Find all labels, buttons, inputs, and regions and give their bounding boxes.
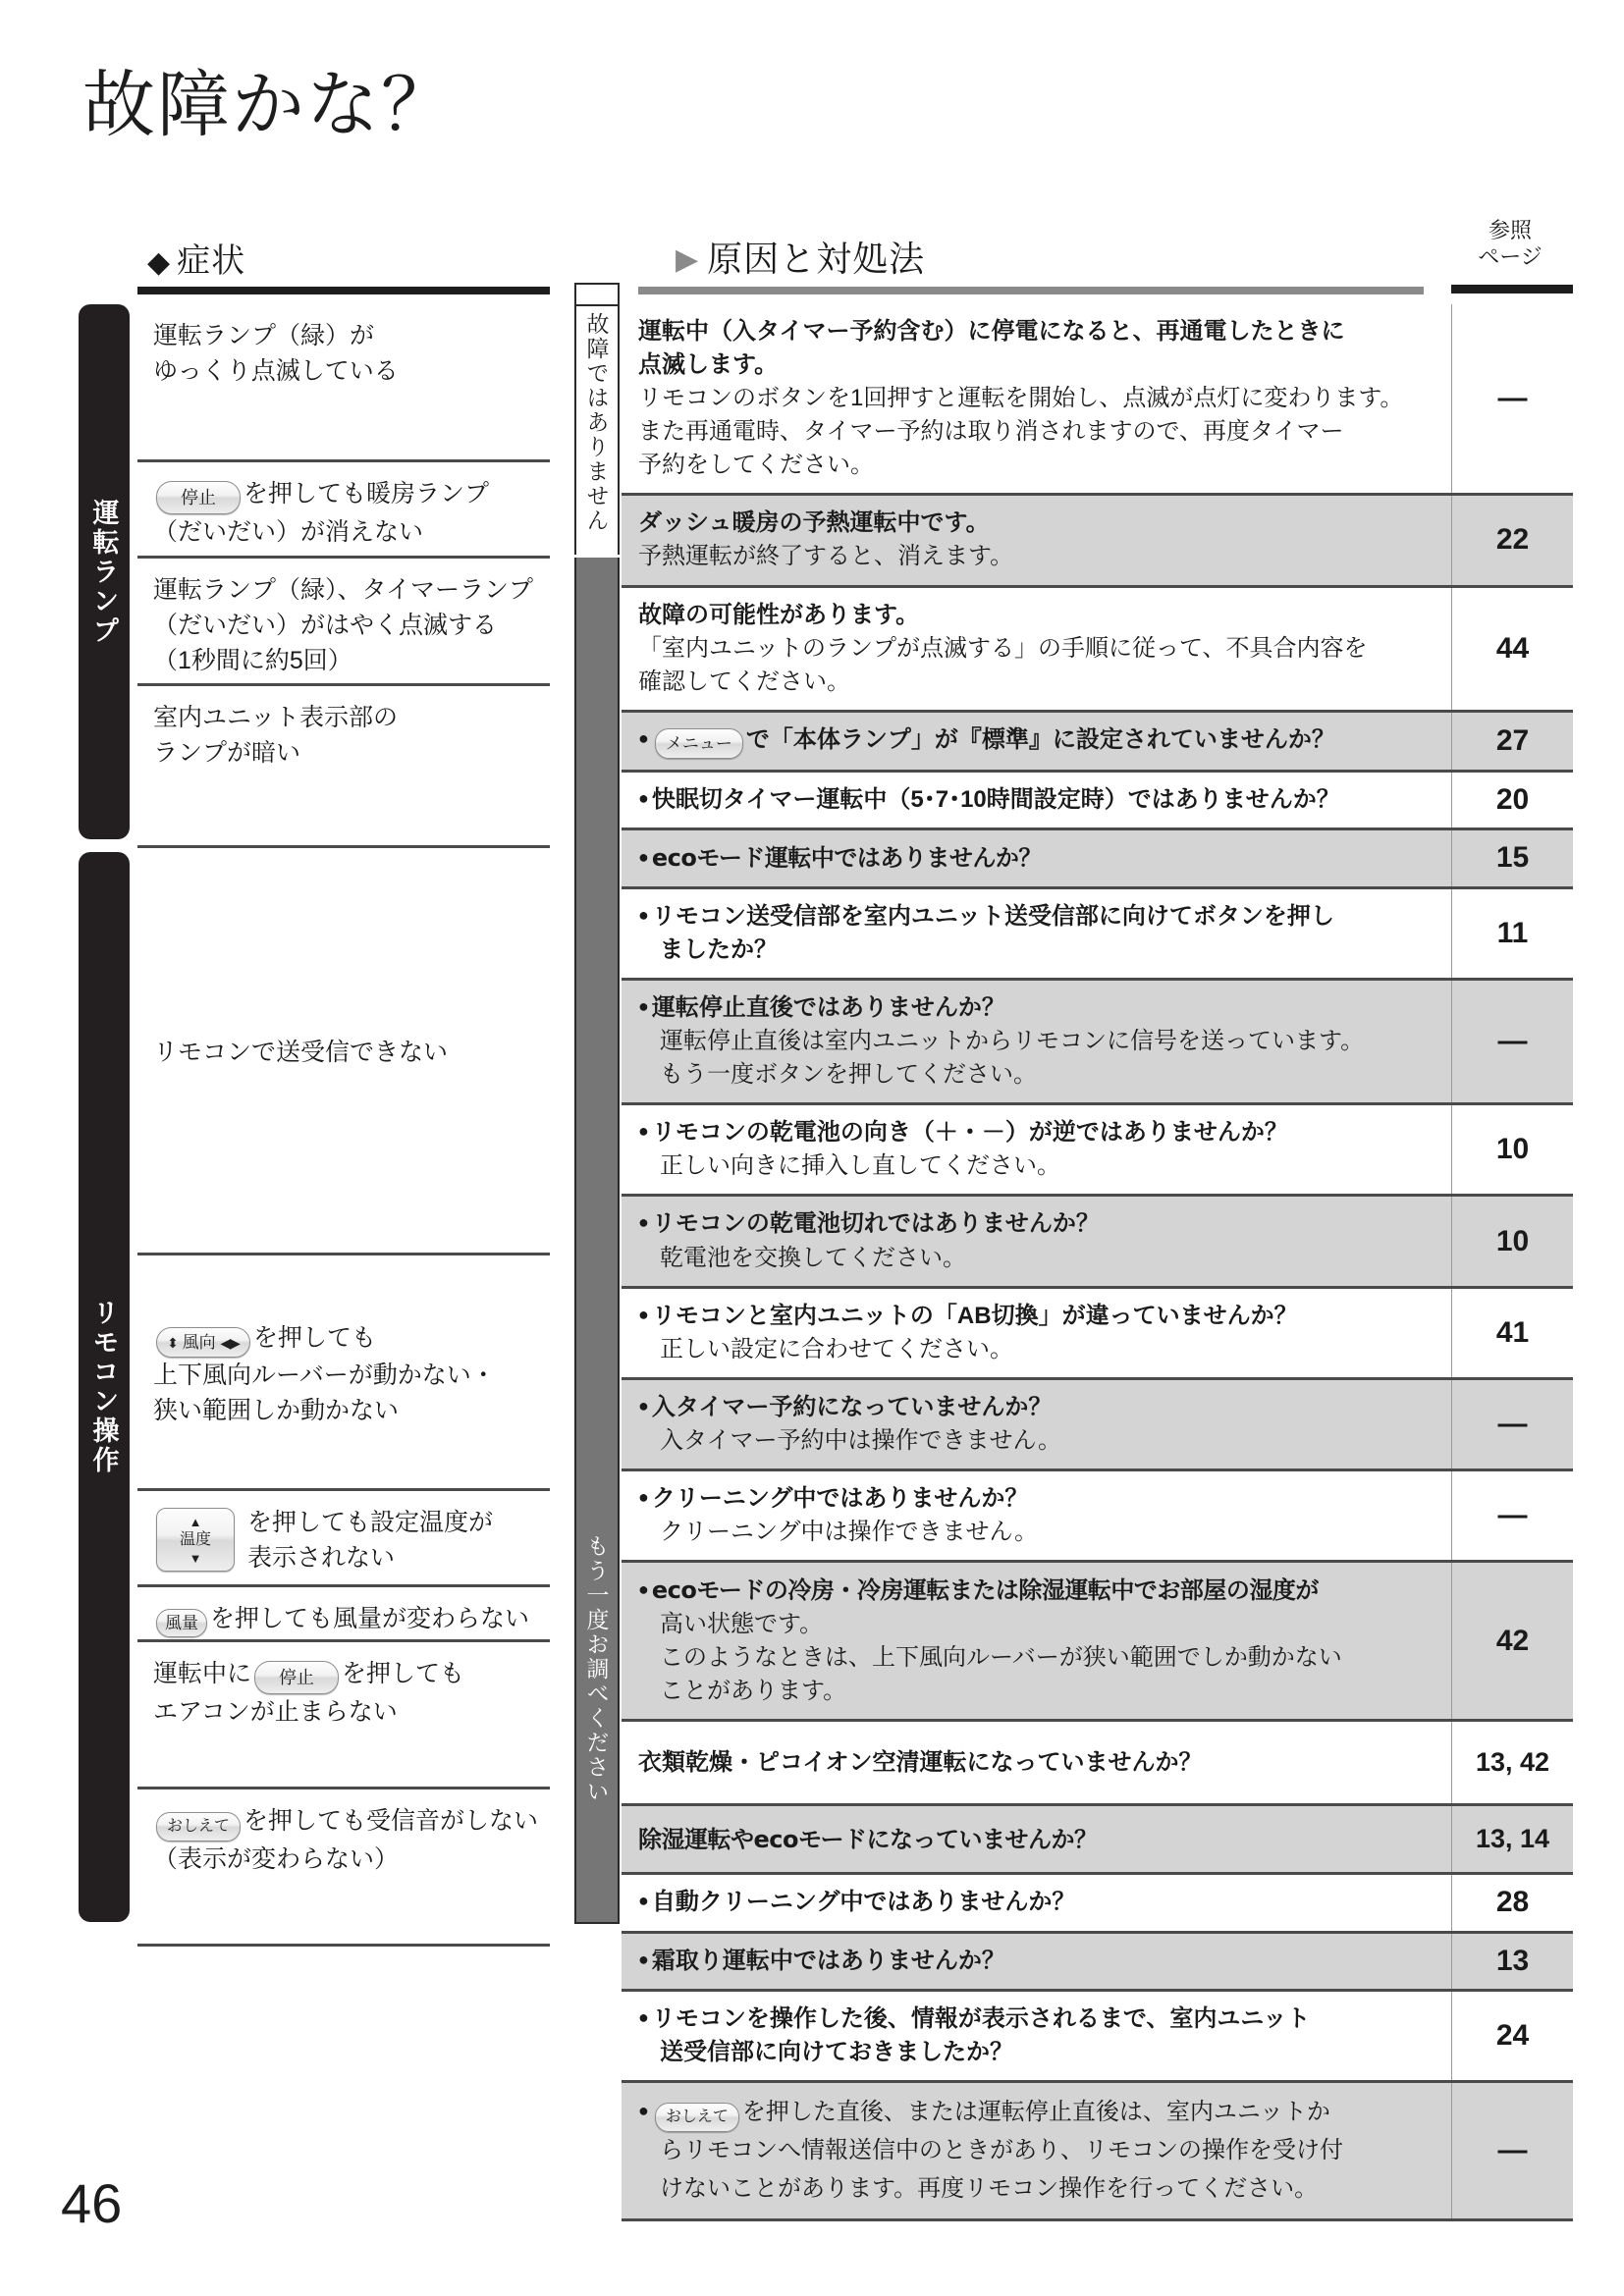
table-row (622, 1560, 1573, 1719)
bullet-icon: ● (638, 2100, 649, 2120)
menu-button-glyph[interactable]: メニュー (655, 728, 743, 759)
cause-text (622, 304, 1451, 493)
cause-line: リモコンの乾電池の向き（＋・－）が逆ではありませんか？ (651, 1119, 1288, 1147)
cause-line: もう一度ボタンを押してください。 (660, 1061, 1037, 1089)
table-row (622, 770, 1573, 828)
cause-line: らリモコンへ情報送信中のときがあり、リモコンの操作を受け付 (660, 2136, 1343, 2163)
symptom-cell (137, 1253, 550, 1488)
cause-line: 正しい設定に合わせてください。 (660, 1335, 1013, 1362)
cause-line: ましたか？ (660, 936, 778, 964)
table-row (622, 886, 1573, 978)
cause-line: クリーニング中ではありませんか？ (651, 1484, 1029, 1512)
symptom-line (153, 476, 544, 514)
reference-page: 13, 42 (1451, 1722, 1573, 1803)
table-row (622, 304, 1573, 493)
symptom-cell (137, 304, 550, 459)
symptom-cell (137, 1787, 550, 1944)
cause-line: 乾電池を交換してください。 (660, 1244, 966, 1271)
cause-text (622, 496, 1451, 584)
cause-line: 入タイマー予約中は操作できません。 (660, 1426, 1061, 1454)
cause-column (622, 304, 1573, 2221)
symptom-text: 表示されない (247, 1543, 396, 1572)
symptom-text: 運転中に (153, 1660, 252, 1687)
temperature-label: 温度 (179, 1531, 211, 1548)
symptom-line (153, 1320, 544, 1358)
page-title: 故障かな？ (82, 64, 456, 145)
cause-text (622, 588, 1451, 710)
symptom-text: を押しても (342, 1660, 465, 1687)
table-row (622, 828, 1573, 886)
table-row (622, 1102, 1573, 1194)
cause-line: 霜取り運転中ではありませんか？ (651, 1947, 1005, 1974)
symptom-text: （表示が変わらない） (153, 1845, 400, 1873)
cause-text (622, 1105, 1451, 1194)
table-row (622, 585, 1573, 710)
bullet-icon: ● (638, 1579, 649, 1600)
symptom-column (137, 304, 550, 1947)
reference-page: 10 (1451, 1105, 1573, 1194)
bullet-icon: ● (638, 1395, 649, 1415)
cause-line: を押した直後、または運転停止直後は、室内ユニットか (741, 2098, 1330, 2125)
cause-line: ecoモードの冷房・冷房運転または除湿運転中でお部屋の湿度が (651, 1576, 1319, 1605)
reference-page: 42 (1451, 1563, 1573, 1719)
cause-line: 送受信部に向けておきましたか？ (660, 2038, 1013, 2065)
symptom-text: を押しても風量が変わらない (210, 1605, 530, 1632)
reference-header-line1: 参照 (1488, 218, 1532, 242)
symptom-text: を押しても設定温度が (247, 1508, 494, 1536)
oshiete-button-glyph[interactable]: おしえて (655, 2103, 739, 2132)
symptom-cell (137, 556, 550, 683)
table-row (622, 1872, 1573, 1930)
left-right-arrow-icon: ◀▶ (220, 1334, 240, 1351)
cause-line: 高い状態です。 (660, 1611, 824, 1638)
reference-page: 28 (1451, 1875, 1573, 1930)
cause-line: クリーニング中は操作できません。 (660, 1519, 1038, 1546)
cause-text (622, 1934, 1451, 1989)
cause-text (622, 1563, 1451, 1719)
reference-header-rule (1451, 285, 1573, 294)
cause-line: 快眠切タイマー運転中（5･7･10時間設定時）ではありませんか？ (651, 785, 1340, 813)
bullet-icon: ● (638, 727, 649, 748)
cause-line: 運転停止直後は室内ユニットからリモコンに信号を送っています。 (660, 1028, 1365, 1055)
reference-page: 13 (1451, 1934, 1573, 1989)
cause-text (622, 981, 1451, 1102)
table-row (622, 1377, 1573, 1468)
symptom-text: リモコンで送受信できない (153, 1039, 449, 1066)
reference-page: 24 (1451, 1992, 1573, 2080)
cause-text (622, 1875, 1451, 1930)
bullet-icon: ● (638, 1891, 649, 1911)
table-row (622, 1194, 1573, 1285)
up-down-arrow-icon: ⬍ (167, 1334, 178, 1351)
bullet-icon: ● (638, 2006, 649, 2027)
cause-text (622, 2083, 1451, 2219)
cause-line: 入タイマー予約になっていませんか？ (651, 1393, 1053, 1420)
symptom-cell (137, 1488, 550, 1584)
bullet-icon: ● (638, 1212, 649, 1233)
symptom-cell (137, 1639, 550, 1787)
cause-line: けないことがあります。再度リモコン操作を行ってください。 (660, 2174, 1319, 2202)
bullet-icon: ● (638, 787, 649, 808)
symptom-header-rule (137, 287, 550, 294)
reference-page: 13, 14 (1451, 1806, 1573, 1872)
cause-column-header (676, 232, 925, 282)
reference-page: 11 (1451, 889, 1573, 978)
symptom-line (247, 1505, 493, 1575)
symptom-text: を押しても受信音がしない (244, 1807, 539, 1835)
cause-text (622, 713, 1451, 770)
table-row (622, 1989, 1573, 2080)
symptom-line (153, 1803, 544, 1842)
bullet-icon: ● (638, 1121, 649, 1142)
table-row (622, 1468, 1573, 1560)
reference-page: — (1451, 2083, 1573, 2219)
section-label-please-check-again: もう一度お調べください (574, 558, 620, 1924)
symptom-text: 運転ランプ（緑）が (153, 322, 375, 349)
chevron-up-icon: ▲ (189, 1515, 202, 1529)
cause-line: このようなときは、上下風向ルーバーが狭い範囲でしか動かない (660, 1644, 1342, 1672)
symptom-cell (137, 845, 550, 1253)
cause-text (622, 1722, 1451, 1803)
bullet-icon: ● (638, 1304, 649, 1324)
symptom-text: 上下風向ルーバーが動かない・ (153, 1361, 496, 1389)
table-row (622, 1286, 1573, 1377)
section-label-not-a-malfunction: 故障ではありません (574, 304, 620, 555)
bullet-icon: ● (638, 1486, 649, 1507)
bullet-icon: ● (638, 904, 649, 925)
cause-line: 「室内ユニットのランプが点滅する」の手順に従って、不具合内容を (638, 634, 1368, 662)
cause-line: ダッシュ暖房の予熱運転中です。 (638, 509, 990, 537)
bullet-icon: ● (638, 1949, 649, 1969)
cause-line: 確認してください。 (638, 667, 850, 695)
symptom-text: を押しても暖房ランプ (244, 480, 490, 507)
cause-text (622, 830, 1451, 886)
cause-text (622, 889, 1451, 978)
bullet-icon: ● (638, 996, 649, 1017)
cause-line: リモコンの乾電池切れではありませんか？ (651, 1210, 1100, 1238)
cause-text (622, 1992, 1451, 2080)
cause-line: 運転停止直後ではありませんか？ (651, 994, 1005, 1022)
cause-line: 予熱運転が終了すると、消えます。 (638, 543, 1014, 570)
cause-header-label: 原因と対処法 (707, 239, 926, 279)
symptom-line (153, 1656, 544, 1694)
reference-page: — (1451, 304, 1573, 493)
cause-text (622, 1806, 1451, 1872)
reference-header-line2: ページ (1478, 243, 1543, 269)
cause-line: ことがあります。 (660, 1678, 847, 1705)
symptom-cell (137, 683, 550, 845)
cause-line: リモコン送受信部を室内ユニット送受信部に向けてボタンを押し (651, 902, 1334, 930)
symptom-text: （だいだい）がはやく点滅する (153, 612, 498, 639)
sidebar-tab-operation-lamp[interactable]: 運転ランプ (79, 304, 130, 839)
cause-line: 除湿運転やecoモードになっていませんか？ (638, 1825, 1098, 1853)
cause-line: 予約をしてください。 (638, 452, 874, 479)
page-number: 46 (61, 2172, 123, 2234)
symptom-header-label: 症状 (177, 242, 246, 280)
cause-line: リモコンと室内ユニットの「AB切換」が違っていませんか？ (651, 1302, 1298, 1329)
cause-text (622, 1197, 1451, 1285)
reference-page: 22 (1451, 496, 1573, 584)
cause-line: 故障の可能性があります。 (638, 601, 920, 628)
reference-column-header (1445, 218, 1575, 271)
section-column-cap (574, 283, 620, 304)
symptom-cell (137, 1584, 550, 1639)
stop-button-glyph[interactable]: 停止 (254, 1661, 339, 1694)
air-direction-label: 風向 (182, 1332, 216, 1352)
reference-page: 44 (1451, 588, 1573, 710)
cause-line: 衣類乾燥・ピコイオン空清運転になっていませんか？ (638, 1748, 1203, 1776)
table-row (622, 710, 1573, 770)
reference-page: 15 (1451, 830, 1573, 886)
symptom-text: 運転ランプ（緑）、タイマーランプ (153, 576, 534, 604)
bullet-icon: ● (638, 846, 649, 867)
temperature-button-glyph[interactable] (156, 1508, 235, 1572)
table-row (622, 493, 1573, 584)
sidebar-tab-remote-operation[interactable]: リモコン操作 (79, 852, 130, 1922)
symptom-text: 室内ユニット表示部の (153, 704, 399, 731)
table-row (622, 1931, 1573, 1989)
cause-line: 自動クリーニング中ではありませんか？ (651, 1889, 1076, 1916)
symptom-text: を押しても (253, 1323, 377, 1352)
table-row (622, 978, 1573, 1102)
cause-line: リモコンのボタンを1回押すと運転を開始し、点滅が点灯に変わります。 (638, 385, 1404, 412)
cause-text (622, 1471, 1451, 1560)
cause-text (622, 773, 1451, 828)
symptom-text: ゆっくり点滅している (153, 357, 399, 385)
table-row (622, 2080, 1573, 2219)
symptom-text: （だいだい）が消えない (153, 518, 424, 546)
cause-line: ecoモード運転中ではありませんか？ (651, 843, 1042, 872)
symptom-text: ランプが暗い (153, 739, 301, 767)
stop-button-glyph[interactable]: 停止 (156, 481, 241, 514)
cause-line: リモコンを操作した後、情報が表示されるまで、室内ユニット (651, 2004, 1311, 2032)
symptom-text: （1秒間に約5回） (153, 647, 352, 674)
reference-page: — (1451, 1471, 1573, 1560)
reference-page: 20 (1451, 773, 1573, 828)
symptom-text: エアコンが止まらない (153, 1698, 398, 1726)
symptom-text: 狭い範囲しか動かない (153, 1396, 400, 1424)
table-row (622, 1719, 1573, 1803)
symptom-cell (137, 459, 550, 556)
table-row (622, 1803, 1573, 1872)
reference-page: — (1451, 981, 1573, 1102)
air-direction-button-glyph[interactable] (156, 1327, 250, 1358)
air-volume-button-glyph[interactable]: 風量 (156, 1609, 207, 1637)
cause-line: 点滅します。 (638, 351, 779, 379)
symptom-column-header (147, 234, 245, 282)
triangle-right-icon: ▶ (676, 243, 700, 276)
reference-page: 41 (1451, 1289, 1573, 1377)
cause-line: で「本体ランプ」が『標準』に設定されていませんか？ (745, 725, 1335, 753)
cause-line: 運転中（入タイマー予約含む）に停電になると、再通電したときに (638, 318, 1345, 345)
reference-page: 27 (1451, 713, 1573, 770)
cause-header-rule (638, 287, 1424, 294)
cause-line: また再通電時、タイマー予約は取り消されますので、再度タイマー (638, 418, 1344, 446)
cause-text (622, 1289, 1451, 1377)
cause-text (622, 1380, 1451, 1468)
chevron-down-icon: ▼ (189, 1551, 202, 1566)
cause-line: 正しい向きに挿入し直してください。 (660, 1152, 1060, 1180)
reference-page: — (1451, 1380, 1573, 1468)
oshiete-button-glyph[interactable]: おしえて (156, 1812, 241, 1842)
reference-page: 10 (1451, 1197, 1573, 1285)
diamond-icon: ◆ (147, 246, 172, 279)
